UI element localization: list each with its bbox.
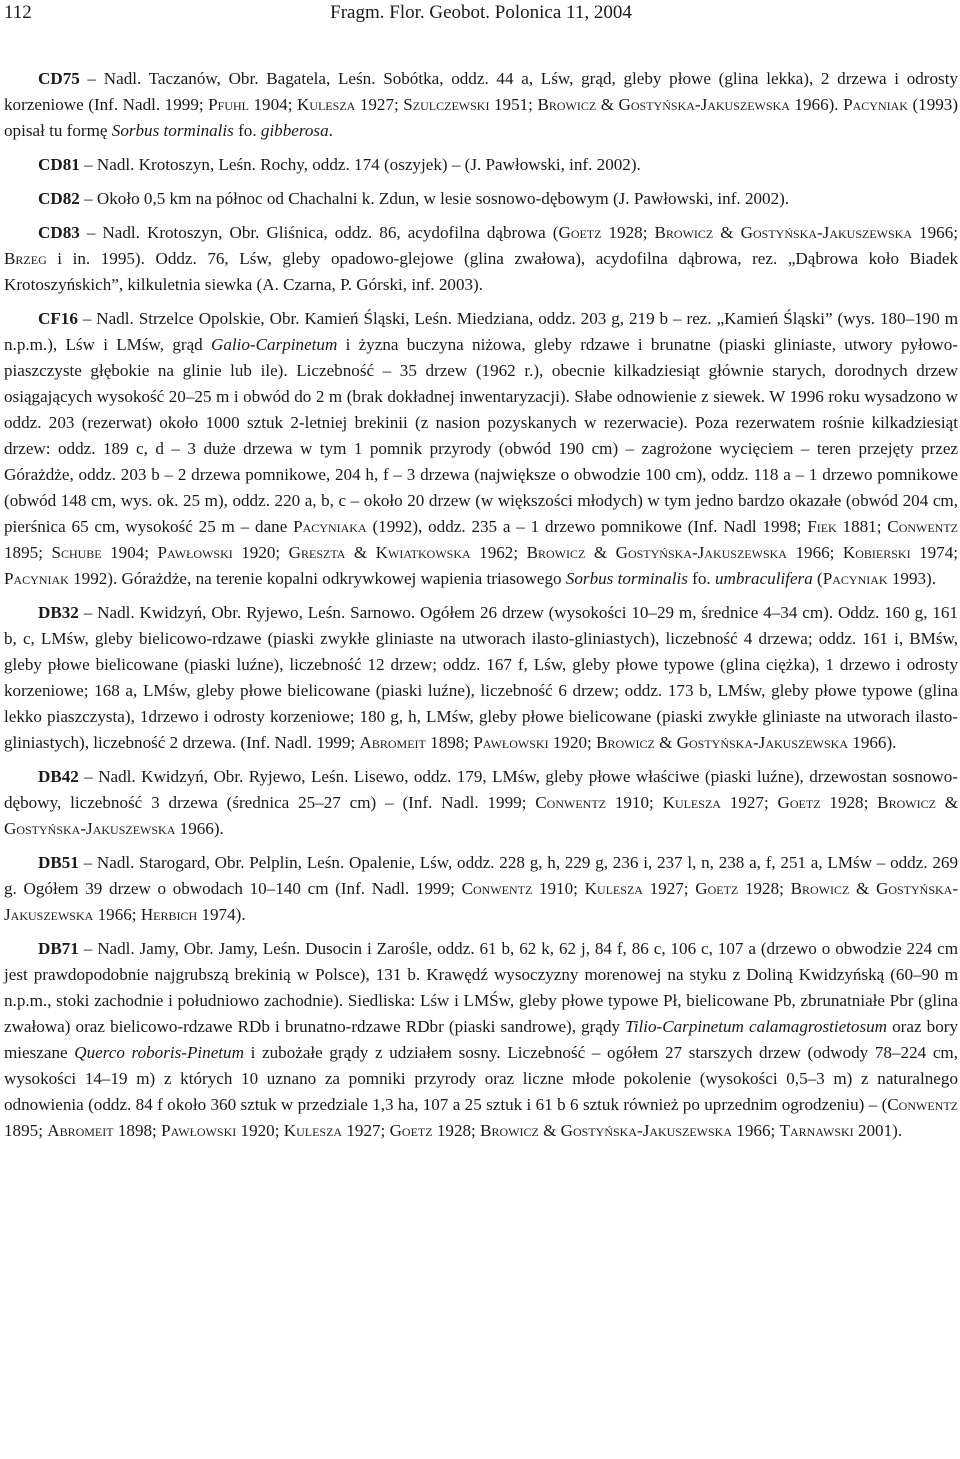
- author-name: Fiek: [807, 517, 837, 536]
- running-head: [4, 0, 958, 26]
- author-name: Pawłowski: [473, 733, 549, 752]
- author-name: Goetz: [777, 793, 821, 812]
- entry-text: &: [654, 733, 677, 752]
- author-name: Browicz: [596, 733, 655, 752]
- entry-text: 1966;: [912, 223, 958, 242]
- entry-text: 1966;: [786, 543, 843, 562]
- taxon-name: umbraculifera: [714, 569, 813, 588]
- entry-text: – Nadl. Strzelce Opolskie, Obr. Kamień Śląski, Leśn. Miedziana, oddz. 203 g, 219 b – rez. „Kamień Śląski” (wys. 180–190 m n.p.m.), Lśw i LMśw, grąd: [4, 309, 958, 354]
- author-name: Gostyńska-Jakuszewska: [560, 1121, 733, 1140]
- locality-code: CD75: [38, 69, 80, 88]
- entry-text: &: [585, 543, 616, 562]
- entry-text: – Nadl. Kwidzyń, Obr. Ryjewo, Leśn. Sarnowo. Ogółem 26 drzew (wysokości 10–29 m, średnice 4–34 cm). Oddz. 160 g, 161 b, c, LMśw, gleby bielicowo-rdzawe (piaski zwykłe gliniaste na utworach ilasto-gliniastych), liczebność 4 drzewa; oddz. 161 i, BMśw, gleby płowe bielicowane (piaski luźne), liczebność 12 drzew; oddz. 167 f, Lśw, gleby płowe typowe (glina ciężka), 1 drzewo i odrosty korzeniowe; 168 a, LMśw, gleby płowe bielicowane (piaski luźne), liczebność 6 drzew; oddz. 173 b, LMśw, gleby płowe typowe (glina lekko piaszczysta), 1drzewo i odrosty korzeniowe; 180 g, h, LMśw, gleby płowe bielicowane (piaski zwykłe gliniaste na utworach ilasto-gliniastych), liczebność 2 drzewa. (Inf. Nadl. 1999;: [4, 603, 958, 752]
- entry-text: 1962;: [470, 543, 527, 562]
- author-name: Gostyńska-Jakuszewska: [618, 95, 790, 114]
- article-body: [4, 66, 958, 1152]
- author-name: Kulesza: [662, 793, 721, 812]
- entry-text: 1927;: [342, 1121, 390, 1140]
- entry-text: 1966).: [789, 95, 844, 114]
- author-name: Kulesza: [283, 1121, 343, 1140]
- locality-entry-cf16: [4, 306, 958, 592]
- locality-entry-cd82: [4, 186, 958, 212]
- author-name: Pacyniaka: [293, 517, 367, 536]
- author-name: Schube: [51, 543, 102, 562]
- author-name: Conwentz: [461, 879, 533, 898]
- author-name: Conwentz: [887, 517, 959, 536]
- entry-text: – Nadl. Taczanów, Obr. Bagatela, Leśn. Sobótka, oddz. 44 a, Lśw, grąd, gleby płowe (glina lekka), 2 drzewa i odrosty korzeniowe (Inf. Nadl. 1999;: [4, 69, 958, 114]
- entry-text: 1974).: [197, 905, 246, 924]
- entry-text: &: [935, 793, 959, 812]
- entry-text: i zubożałe grądy z udziałem sosny. Liczebność – ogółem 27 starszych drzew (odwody 78–224 cm, wysokości 14–19 m) z których 10 uznano za pomniki przyrody oraz liczne młode pokolenie (wysokości 0,5–3 m) z naturalnego odnowienia (oddz. 84 f około 360 sztuk w przedziale 1,3 ha, 107 a 25 sztuk i 61 b 6 sztuk również po uprzednim ogrodzeniu) – (: [4, 1043, 958, 1114]
- entry-text: 1920;: [232, 543, 289, 562]
- author-name: Abromeit: [359, 733, 426, 752]
- locality-code: CD82: [38, 189, 80, 208]
- entry-text: 1993).: [887, 569, 937, 588]
- author-name: Kulesza: [584, 879, 643, 898]
- entry-text: 1895;: [4, 543, 52, 562]
- entry-text: 1974;: [910, 543, 959, 562]
- entry-text: fo.: [687, 569, 715, 588]
- author-name: Gostyńska-Jakuszewska: [676, 733, 849, 752]
- taxon-name: Galio-Carpinetum: [211, 335, 338, 354]
- author-name: Browicz: [877, 793, 936, 812]
- entry-text: &: [713, 223, 741, 242]
- entry-text: 1927;: [642, 879, 696, 898]
- author-name: Pacyniak: [4, 569, 69, 588]
- entry-text: 1898;: [113, 1121, 162, 1140]
- entry-text: 2001).: [853, 1121, 903, 1140]
- locality-entry-cd75: [4, 66, 958, 144]
- entry-text: 1927;: [355, 95, 404, 114]
- entry-text: – Nadl. Jamy, Obr. Jamy, Leśn. Dusocin i Zarośle, oddz. 61 b, 62 k, 62 j, 84 f, 86 c, 106 c, 107 a (drzewo o obwodzie 224 cm jest prawdopodobnie najgrubszą brekinią w Polsce), 131 b. Krawędź wysoczyzny morenowej na styku z Doliną Kwidzyńską (60–90 m n.p.m., stoki zachodnie i południowo zachodnie). Siedliska: Lśw i LMŚw, gleby płowe typowe Pł, bielicowane Pb, zbrunatniałe Pbr (glina zwałowa) oraz bielicowo-rdzawe RDb i brunatno-rdzawe RDbr (piaski sandrowe), grądy: [4, 939, 958, 1036]
- author-name: Gostyńska-Jakuszewska: [4, 879, 959, 924]
- entry-text: – Nadl. Krotoszyn, Leśn. Rochy, oddz. 174 (oszyjek) – (J. Pawłowski, inf. 2002).: [79, 155, 641, 174]
- author-name: Herbich: [140, 905, 198, 924]
- author-name: Goetz: [695, 879, 739, 898]
- entry-text: 1881;: [836, 517, 888, 536]
- entry-text: 1966;: [93, 905, 141, 924]
- entry-text: 1992). Górażdże, na terenie kopalni odkrywkowej wapienia triasowego: [68, 569, 566, 588]
- entry-text: &: [345, 543, 376, 562]
- author-name: Browicz: [790, 879, 850, 898]
- entry-text: &: [596, 95, 619, 114]
- entry-text: 1966;: [732, 1121, 780, 1140]
- entry-text: i żyzna buczyna niżowa, gleby rdzawe i brunatne (piaski gliniaste, utwory pyłowo-piaszczyste głębokie na glinie lub ile). Liczebność – 35 drzew (1962 r.), obecnie kilkadziesiąt głównie starych, dorodnych drzew osiągających wysokość 20–25 m i obwód do 2 m (brak dokładnej inwentaryzacji). Słabe odnowienie z siewek. W 1996 roku wysadzono w oddz. 203 (rezerwat) około 1000 sztuk 2-letniej brekinii (z nasion pozyskanych w rezerwacie). Poza rezerwatem rośnie kilkadziesiąt drzew: oddz. 189 c, d – 3 duże drzewa w tym 1 pomnik przyrody (obwód 190 cm) – zagrożone wycięciem – teren przejęty przez Górażdże, oddz. 203 b – 2 drzewa pomnikowe, 204 h, f – 3 drzewa (największe o obwodzie 100 cm), oddz. 118 a – 1 drzewo pomnikowe (obwód 148 cm, wys. ok. 25 m), oddz. 220 a, b, c – około 20 drzew (w większości młodych) w tym jedno bardzo okazałe (obwód 204 cm, pierśnica 65 cm, wysokość 25 m – dane: [4, 335, 958, 536]
- locality-entry-db51: [4, 850, 958, 928]
- locality-entry-cd83: [4, 220, 958, 298]
- entry-text: 1920;: [236, 1121, 284, 1140]
- page-number: 112: [4, 2, 32, 23]
- author-name: Kobierski: [842, 543, 911, 562]
- locality-code: CD83: [38, 223, 80, 242]
- entry-text: (1992), oddz. 235 a – 1 drzewo pomnikowe (Inf. Nadl 1998;: [366, 517, 808, 536]
- entry-text: 1898;: [425, 733, 474, 752]
- entry-text: 1928;: [820, 793, 878, 812]
- entry-text: (1993) opisał tu formę: [4, 95, 959, 140]
- author-name: Browicz: [537, 95, 597, 114]
- entry-text: oraz bory mieszane: [4, 1017, 958, 1062]
- author-name: Pfuhl: [208, 95, 249, 114]
- locality-code: DB71: [38, 939, 79, 958]
- author-name: Tarnawski: [779, 1121, 854, 1140]
- locality-entry-db42: [4, 764, 958, 842]
- entry-text: 1910;: [605, 793, 663, 812]
- locality-entry-db32: [4, 600, 958, 756]
- locality-code: DB32: [38, 603, 79, 622]
- author-name: Gostyńska-Jakuszewska: [740, 223, 913, 242]
- taxon-name: Sorbus torminalis: [565, 569, 688, 588]
- entry-text: 1910;: [532, 879, 585, 898]
- author-name: Conwentz: [887, 1095, 958, 1114]
- entry-text: 1928;: [432, 1121, 481, 1140]
- author-name: Browicz: [654, 223, 714, 242]
- entry-text: 1927;: [720, 793, 778, 812]
- author-name: Pacyniak: [843, 95, 908, 114]
- author-name: Pawłowski: [161, 1121, 237, 1140]
- locality-code: CD81: [38, 155, 80, 174]
- author-name: Szulczewski: [403, 95, 490, 114]
- author-name: Goetz: [558, 223, 602, 242]
- locality-code: DB42: [38, 767, 79, 786]
- entry-text: &: [849, 879, 876, 898]
- author-name: Kwiatkowska: [375, 543, 471, 562]
- entry-text: 1904;: [248, 95, 297, 114]
- author-name: Browicz: [480, 1121, 539, 1140]
- author-name: Goetz: [389, 1121, 433, 1140]
- author-name: Greszta: [288, 543, 346, 562]
- journal-title: Fragm. Flor. Geobot. Polonica 11, 2004: [330, 2, 632, 23]
- author-name: Kulesza: [296, 95, 356, 114]
- locality-code: DB51: [38, 853, 79, 872]
- author-name: Browicz: [526, 543, 586, 562]
- entry-text: 1895;: [4, 1121, 48, 1140]
- entry-text: – Około 0,5 km na północ od Chachalni k. Zdun, w lesie sosnowo-dębowym (J. Pawłowski, inf. 2002).: [79, 189, 790, 208]
- entry-text: 1951;: [489, 95, 538, 114]
- entry-text: 1904;: [101, 543, 158, 562]
- entry-text: (: [812, 569, 823, 588]
- locality-entry-cd81: [4, 152, 958, 178]
- entry-text: – Nadl. Kwidzyń, Obr. Ryjewo, Leśn. Lisewo, oddz. 179, LMśw, gleby płowe właściwe (piaski luźne), drzewostan sosnowo-dębowy, liczebność 3 drzewa (średnica 25–27 cm) – (Inf. Nadl. 1999;: [4, 767, 958, 812]
- taxon-name: Tilio-Carpinetum calamagrostietosum: [625, 1017, 888, 1036]
- entry-text: .: [328, 121, 333, 140]
- author-name: Abromeit: [47, 1121, 114, 1140]
- entry-text: &: [538, 1121, 561, 1140]
- taxon-name: Querco roboris-Pinetum: [74, 1043, 244, 1062]
- entry-text: i in. 1995). Oddz. 76, Lśw, gleby opadowo-glejowe (glina zwałowa), acydofilna dąbrowa, rez. „Dąbrowa koło Biadek Krotoszyńskich”, kilkuletnia siewka (A. Czarna, P. Górski, inf. 2003).: [4, 249, 958, 294]
- taxon-name: Sorbus torminalis: [111, 121, 234, 140]
- author-name: Brzeg: [4, 249, 47, 268]
- author-name: Pacyniak: [822, 569, 888, 588]
- entry-text: 1928;: [601, 223, 655, 242]
- locality-code: CF16: [38, 309, 78, 328]
- author-name: Gostyńska-Jakuszewska: [615, 543, 787, 562]
- locality-entry-db71: [4, 936, 958, 1144]
- entry-text: – Nadl. Starogard, Obr. Pelplin, Leśn. Opalenie, Lśw, oddz. 228 g, h, 229 g, 236 i, 237 l, n, 238 a, f, 251 a, LMśw – oddz. 269 g. Ogółem 39 drzew o obwodach 10–140 cm (Inf. Nadl. 1999;: [4, 853, 958, 898]
- entry-text: 1928;: [738, 879, 791, 898]
- taxon-name: gibberosa: [260, 121, 329, 140]
- author-name: Pawłowski: [157, 543, 233, 562]
- entry-text: 1920;: [548, 733, 597, 752]
- entry-text: 1966).: [848, 733, 897, 752]
- author-name: Conwentz: [535, 793, 606, 812]
- entry-text: 1966).: [175, 819, 224, 838]
- author-name: Gostyńska-Jakuszewska: [4, 819, 176, 838]
- entry-text: – Nadl. Krotoszyn, Obr. Gliśnica, oddz. 86, acydofilna dąbrowa (: [79, 223, 559, 242]
- entry-text: fo.: [233, 121, 261, 140]
